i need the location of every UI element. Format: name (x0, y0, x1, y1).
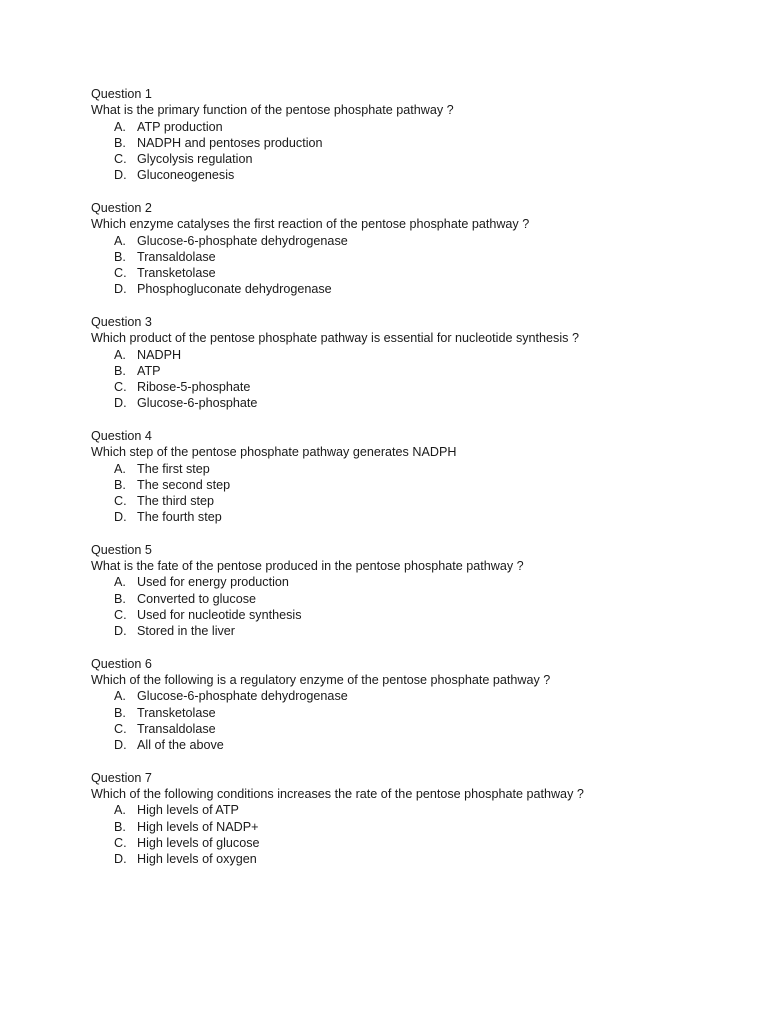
question-prompt: Which enzyme catalyses the first reaction of the pentose phosphate pathway ? (91, 217, 530, 232)
option-b (91, 591, 711, 607)
question-prompt: Which product of the pentose phosphate pathway is essential for nucleotide synthesis ? (91, 331, 579, 346)
option-letter: B. (114, 819, 126, 834)
option-text: Transketolase (137, 705, 216, 720)
question-5 (91, 542, 711, 640)
option-c (91, 265, 711, 281)
question-heading: Question 7 (91, 770, 152, 785)
option-d (91, 851, 711, 867)
option-letter: C. (114, 380, 127, 395)
option-d (91, 281, 711, 297)
option-c (91, 493, 711, 509)
option-letter: D. (114, 510, 127, 525)
option-letter: B. (114, 477, 126, 492)
question-heading: Question 5 (91, 542, 152, 557)
option-d (91, 623, 711, 639)
option-text: ATP production (137, 119, 223, 134)
option-letter: A. (114, 461, 126, 476)
option-text: Converted to glucose (137, 591, 257, 606)
option-d (91, 509, 711, 525)
option-text: Glucose-6-phosphate dehydrogenase (137, 689, 348, 704)
option-d (91, 167, 711, 183)
option-text: Phosphogluconate dehydrogenase (137, 282, 332, 297)
option-a (91, 461, 711, 477)
option-letter: D. (114, 738, 127, 753)
option-letter: C. (114, 608, 127, 623)
question-list (91, 86, 711, 884)
option-text: Used for nucleotide synthesis (137, 608, 302, 623)
option-a (91, 233, 711, 249)
option-text: ATP (137, 363, 161, 378)
option-text: High levels of oxygen (137, 852, 257, 867)
question-1 (91, 86, 711, 184)
option-letter: B. (114, 135, 126, 150)
option-list (91, 688, 711, 753)
option-letter: B. (114, 591, 126, 606)
option-text: Stored in the liver (137, 624, 236, 639)
option-letter: B. (114, 705, 126, 720)
option-b (91, 249, 711, 265)
option-text: Used for energy production (137, 575, 289, 590)
option-text: Gluconeogenesis (137, 168, 235, 183)
option-c (91, 835, 711, 851)
option-c (91, 607, 711, 623)
option-text: The fourth step (137, 510, 222, 525)
question-prompt: Which of the following is a regulatory enzyme of the pentose phosphate pathway ? (91, 673, 551, 688)
option-text: The third step (137, 494, 215, 509)
option-letter: D. (114, 168, 127, 183)
option-letter: A. (114, 347, 126, 362)
option-text: Glucose-6-phosphate dehydrogenase (137, 233, 348, 248)
option-letter: A. (114, 233, 126, 248)
option-d (91, 395, 711, 411)
option-b (91, 819, 711, 835)
question-heading: Question 1 (91, 87, 152, 101)
question-7 (91, 770, 711, 868)
option-letter: A. (114, 689, 126, 704)
question-heading: Question 3 (91, 314, 152, 329)
option-letter: D. (114, 852, 127, 867)
option-list (91, 574, 711, 639)
option-letter: C. (114, 266, 127, 281)
option-list (91, 802, 711, 867)
option-list (91, 233, 711, 298)
question-2 (91, 200, 711, 298)
option-a (91, 574, 711, 590)
option-text: Glucose-6-phosphate (137, 396, 258, 411)
question-6 (91, 656, 711, 754)
option-a (91, 688, 711, 704)
option-letter: A. (114, 803, 126, 818)
option-b (91, 477, 711, 493)
option-a (91, 802, 711, 818)
option-d (91, 737, 711, 753)
option-text: All of the above (137, 738, 224, 753)
option-letter: D. (114, 282, 127, 297)
option-letter: C. (114, 836, 127, 850)
option-c (91, 151, 711, 167)
question-prompt: What is the primary function of the pentose phosphate pathway ? (91, 103, 454, 118)
question-prompt: Which of the following conditions increases the rate of the pentose phosphate pathway ? (91, 787, 584, 802)
option-b (91, 135, 711, 151)
option-a (91, 119, 711, 135)
option-text: NADPH (137, 347, 182, 362)
option-text: Ribose-5-phosphate (137, 380, 251, 395)
option-letter: D. (114, 396, 127, 411)
option-letter: A. (114, 575, 126, 590)
option-c (91, 379, 711, 395)
option-text: High levels of glucose (137, 836, 260, 850)
question-prompt: What is the fate of the pentose produced in the pentose phosphate pathway ? (91, 559, 524, 574)
question-heading: Question 4 (91, 428, 152, 443)
option-b (91, 705, 711, 721)
option-list (91, 119, 711, 184)
option-text: NADPH and pentoses production (137, 135, 323, 150)
option-a (91, 347, 711, 363)
option-list (91, 347, 711, 412)
option-letter: C. (114, 152, 127, 167)
option-text: High levels of NADP+ (137, 819, 259, 834)
option-text: Transaldolase (137, 249, 216, 264)
option-letter: C. (114, 494, 127, 509)
option-letter: D. (114, 624, 127, 639)
option-c (91, 721, 711, 737)
option-text: The first step (137, 461, 210, 476)
option-letter: B. (114, 249, 126, 264)
option-text: Transketolase (137, 266, 216, 281)
question-3 (91, 314, 711, 412)
option-text: Glycolysis regulation (137, 152, 253, 167)
option-b (91, 363, 711, 379)
question-prompt: Which step of the pentose phosphate pathway generates NADPH (91, 445, 457, 460)
option-letter: C. (114, 722, 127, 737)
option-text: The second step (137, 477, 231, 492)
question-heading: Question 2 (91, 200, 152, 215)
option-letter: A. (114, 119, 126, 134)
option-text: Transaldolase (137, 722, 216, 737)
question-4 (91, 428, 711, 526)
question-heading: Question 6 (91, 656, 152, 671)
option-list (91, 461, 711, 526)
option-letter: B. (114, 363, 126, 378)
option-text: High levels of ATP (137, 803, 239, 818)
